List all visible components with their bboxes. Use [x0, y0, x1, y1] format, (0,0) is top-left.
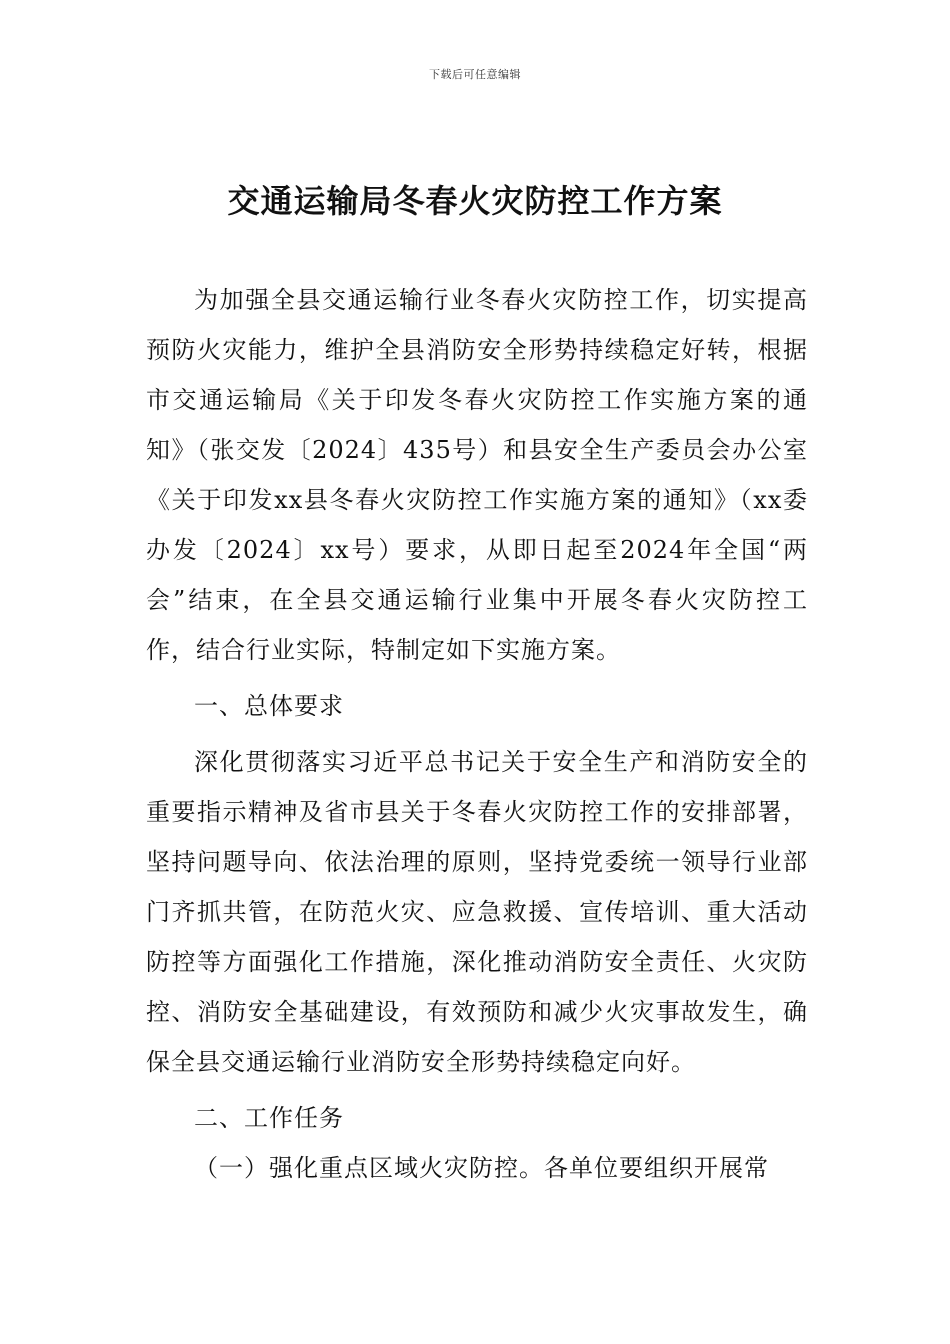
- header-note: 下载后可任意编辑: [429, 68, 521, 81]
- intro-paragraph: 为加强全县交通运输行业冬春火灾防控工作，切实提高预防火灾能力，维护全县消防安全形势持续稳定好转，根据市交通运输局《关于印发冬春火灾防控工作实施方案的通知》（张交发〔2024〕435号）和县安全生产委员会办公室《关于印发xx县冬春火灾防控工作实施方案的通知》（xx委办发〔2024〕xx号）要求，从即日起至2024年全国“两会”结束，在全县交通运输行业集中开展冬春火灾防控工作，结合行业实际，特制定如下实施方案。: [146, 286, 808, 664]
- task-paragraph-1: （一）强化重点区域火灾防控。各单位要组织开展常: [194, 1154, 769, 1182]
- section-heading-work-tasks: 二、工作任务: [194, 1104, 344, 1132]
- section-heading-general-requirements: 一、总体要求: [194, 692, 344, 720]
- document-body: [146, 275, 808, 1193]
- requirements-paragraph: 深化贯彻落实习近平总书记关于安全生产和消防安全的重要指示精神及省市县关于冬春火灾防控工作的安排部署，坚持问题导向、依法治理的原则，坚持党委统一领导行业部门齐抓共管，在防范火灾、应急救援、宣传培训、重大活动防控等方面强化工作措施，深化推动消防安全责任、火灾防控、消防安全基础建设，有效预防和减少火灾事故发生，确保全县交通运输行业消防安全形势持续稳定向好。: [146, 748, 808, 1076]
- document-title: 交通运输局冬春火灾防控工作方案: [227, 182, 723, 220]
